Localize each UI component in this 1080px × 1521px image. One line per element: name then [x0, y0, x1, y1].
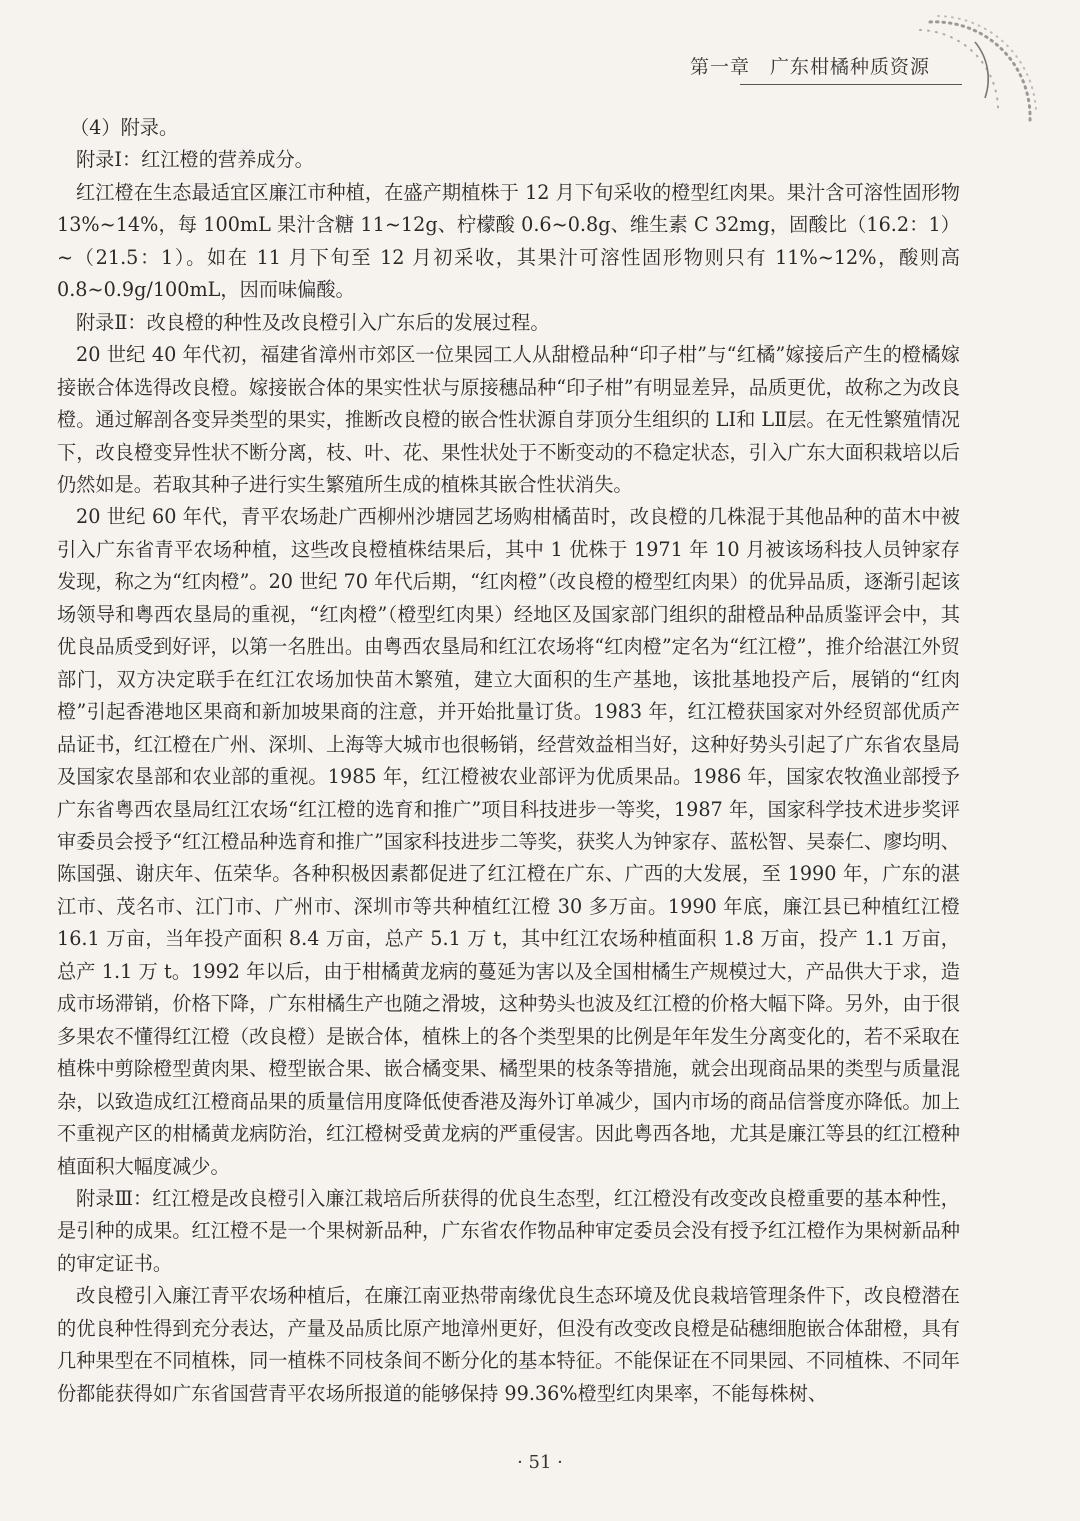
running-header	[689, 48, 1020, 82]
header-rule	[740, 84, 962, 85]
body-text	[57, 112, 960, 1410]
page-number: · 51 ·	[517, 1452, 563, 1473]
paragraph-appendix-2-title: 附录Ⅱ：改良橙的种性及改良橙引入广东后的发展过程。	[76, 310, 550, 334]
paragraph-appendix-3-body: 改良橙引入廉江青平农场种植后，在廉江南亚热带南缘优良生态环境及优良栽培管理条件下，改良橙潜在的优良种性得到充分表达，产量及品质比原产地漳州更好，但没有改变改良橙是砧穗细胞嵌合体甜橙，具有几种果型在不同植株，同一植株不同枝条间不断分化的基本特征。不能保证在不同果园、不同植株、不同年份都能获得如广东省国营青平农场所报道的能够保持 99.36%橙型红肉果率，不能每株树、	[57, 1284, 960, 1405]
paragraph-appendix-1-title: 附录Ⅰ：红江橙的营养成分。	[76, 148, 314, 172]
paragraph-appendix-2-history: 20 世纪 60 年代，青平农场赴广西柳州沙塘园艺场购柑橘苗时，改良橙的几株混于其他品种的苗木中被引入广东省青平农场种植，这些改良橙植株结果后，其中 1 优株于 1971 年 10 月被该场科技人员钟家存发现，称之为“红肉橙”。20 世纪 70 年代后期，“红肉橙”（改良橙的橙型红肉果）的优异品质，逐渐引起该场领导和粤西农垦局的重视，“红肉橙”（橙型红肉果）经地区及国家部门组织的甜橙品种品质鉴评会中，其优良品质受到好评，以第一名胜出。由粤西农垦局和红江农场将“红肉橙”定名为“红江橙”，推介给湛江外贸部门，双方决定联手在红江农场加快苗木繁殖，建立大面积的生产基地，该批基地投产后，展销的“红肉橙”引起香港地区果商和新加坡果商的注意，并开始批量订货。1983 年，红江橙获国家对外经贸部优质产品证书，红江橙在广州、深圳、上海等大城市也很畅销，经营效益相当好，这种好势头引起了广东省农垦局及国家农垦部和农业部的重视。1985 年，红江橙被农业部评为优质果品。1986 年，国家农牧渔业部授予广东省粤西农垦局红江农场“红江橙的选育和推广”项目科技进步一等奖，1987 年，国家科学技术进步奖评审委员会授予“红江橙品种选育和推广”国家科技进步二等奖，获奖人为钟家存、蓝松智、吴泰仁、廖均明、陈国强、谢庆年、伍荣华。各种积极因素都促进了红江橙在广东、广西的大发展，至 1990 年，广东的湛江市、茂名市、江门市、广州市、深圳市等共种植红江橙 30 多万亩。1990 年底，廉江县已种植红江橙 16.1 万亩，当年投产面积 8.4 万亩，总产 5.1 万 t，其中红江农场种植面积 1.8 万亩，投产 1.1 万亩，总产 1.1 万 t。1992 年以后，由于柑橘黄龙病的蔓延为害以及全国柑橘生产规模过大，产品供大于求，造成市场滞销，价格下降，广东柑橘生产也随之滑坡，这种势头也波及红江橙的价格大幅下降。另外，由于很多果农不懂得红江橙（改良橙）是嵌合体，植株上的各个类型果的比例是年年发生分离变化的，若不采取在植株中剪除橙型黄肉果、橙型嵌合果、嵌合橘变果、橘型果的枝条等措施，就会出现商品果的类型与质量混杂，以致造成红江橙商品果的质量信用度降低使香港及海外订单减少，国内市场的商品信誉度亦降低。加上不重视产区的柑橘黄龙病防治，红江橙树受黄龙病的严重侵害。因此粤西各地，尤其是廉江等县的红江橙种植面积大幅度减少。	[57, 505, 960, 1178]
paragraph-appendix-3: 附录Ⅲ：红江橙是改良橙引入廉江栽培后所获得的优良生态型，红江橙没有改变改良橙重要的基本种性，是引种的成果。红江橙不是一个果树新品种，广东省农作物品种审定委员会没有授予红江橙作为果树新品种的审定证书。	[57, 1186, 960, 1275]
paragraph-appendix-heading: （4）附录。	[70, 116, 179, 139]
paragraph-appendix-2-origin: 20 世纪 40 年代初，福建省漳州市郊区一位果园工人从甜橙品种“印子柑”与“红橘”嫁接后产生的橙橘嫁接嵌合体选得改良橙。嫁接嵌合体的果实性状与原接穗品种“印子柑”有明显差异，品质更优，故称之为改良橙。通过解剖各变异类型的果实，推断改良橙的嵌合性状源自芽顶分生组织的 LⅠ和 LⅡ层。在无性繁殖情况下，改良橙变异性状不断分离，枝、叶、花、果性状处于不断变动的不稳定状态，引入广东大面积栽培以后仍然如是。若取其种子进行实生繁殖所生成的植株其嵌合性状消失。	[57, 343, 960, 496]
paragraph-appendix-1-body: 红江橙在生态最适宜区廉江市种植，在盛产期植株于 12 月下旬采收的橙型红肉果。果汁含可溶性固形物 13%~14%，每 100mL 果汁含糖 11~12g、柠檬酸 0.6~0.8g、维生素 C 32mg，固酸比（16.2：1）~（21.5：1）。如在 11 月下旬至 12 月初采收，其果汁可溶性固形物则只有 11%~12%，酸则高 0.8~0.9g/100mL，因而味偏酸。	[57, 180, 960, 302]
chapter-title: 第一章 广东柑橘种质资源	[689, 56, 930, 78]
